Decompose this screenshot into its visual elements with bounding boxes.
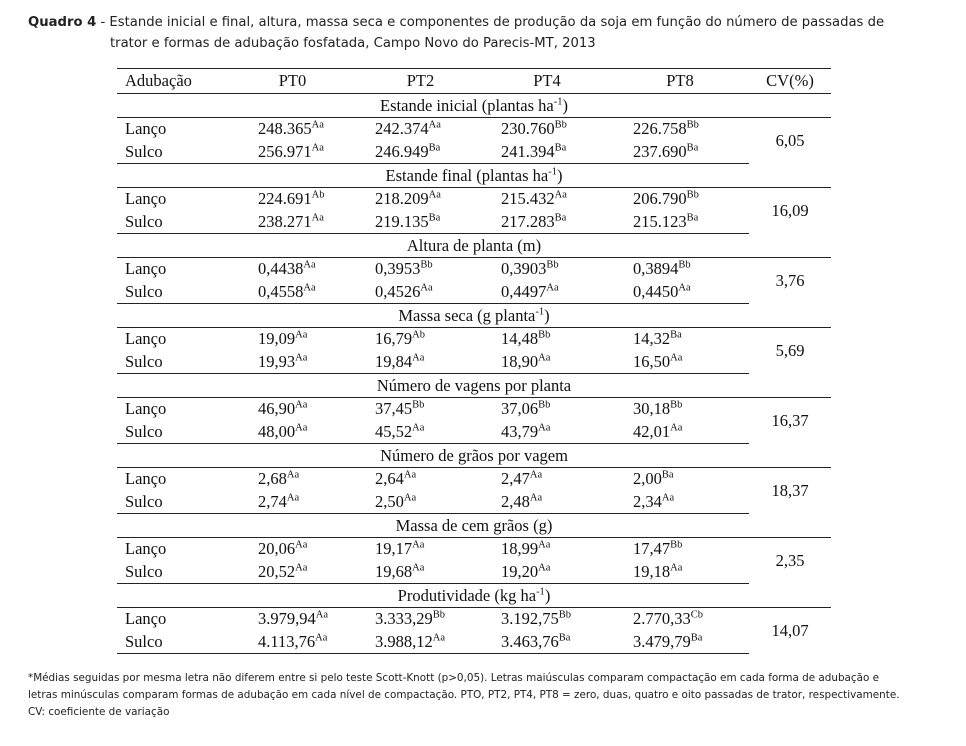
cell-significance-letters: Aa [295, 352, 308, 364]
table-cell [358, 538, 483, 561]
cell-value: 3.463,76 [501, 631, 559, 651]
table-cell [227, 328, 358, 351]
table-cell [227, 491, 358, 514]
table-cell [227, 211, 358, 234]
table-cell [358, 398, 483, 421]
cell-significance-letters: Aa [678, 282, 691, 294]
cell-significance-letters: Ba [554, 212, 567, 224]
header-pt2: PT2 [358, 69, 483, 94]
table-cell [358, 351, 483, 374]
cell-significance-letters: Bb [538, 329, 551, 341]
table-row [117, 561, 831, 584]
row-label: Sulco [117, 351, 227, 374]
table-cell [358, 141, 483, 164]
cell-value: 3.333,29 [375, 609, 433, 629]
cell-value: 224.691 [258, 189, 312, 209]
cell-value: 226.758 [633, 119, 687, 139]
cell-significance-letters: Bb [670, 399, 683, 411]
table-cell [483, 608, 611, 631]
table-cell [611, 188, 749, 211]
table-row [117, 281, 831, 304]
cell-significance-letters: Ba [554, 142, 567, 154]
table-cell [611, 561, 749, 584]
cell-value: 30,18 [633, 399, 671, 419]
cell-significance-letters: Aa [286, 469, 300, 481]
cell-significance-letters: Aa [303, 282, 316, 294]
cell-value: 42,01 [633, 421, 671, 441]
cell-value: 2,50 [375, 491, 404, 511]
cell-significance-letters: Aa [295, 329, 308, 341]
cell-significance-letters: Aa [529, 492, 543, 504]
cell-significance-letters: Bb [420, 259, 433, 271]
cell-value: 3.192,75 [501, 609, 559, 629]
table-cell [227, 421, 358, 444]
caption-label: Quadro 4 [28, 15, 97, 30]
cell-significance-letters: Ab [311, 189, 325, 201]
table-row [117, 118, 831, 141]
section-title-exponent: -1 [536, 586, 545, 597]
table-row [117, 631, 831, 654]
cell-value: 242.374 [375, 119, 429, 139]
table-cell [358, 188, 483, 211]
cell-value: 0,3894 [633, 259, 679, 279]
table-row [117, 538, 831, 561]
table-cell [227, 631, 358, 654]
cell-value: 0,3953 [375, 259, 421, 279]
cell-value: 37,45 [375, 399, 413, 419]
table-row [117, 211, 831, 234]
cell-value: 230.760 [501, 119, 555, 139]
cell-significance-letters: Bb [554, 119, 567, 131]
cell-value: 16,50 [633, 351, 671, 371]
cell-value: 237.690 [633, 141, 687, 161]
cell-significance-letters: Aa [538, 539, 551, 551]
section-title [117, 374, 831, 398]
cell-significance-letters: Aa [315, 609, 328, 621]
cell-significance-letters: Ab [412, 329, 425, 341]
table-cell [358, 118, 483, 141]
cell-value: 17,47 [633, 539, 671, 559]
table-cell [483, 141, 611, 164]
section-title-row [117, 94, 831, 118]
cell-significance-letters: Ba [558, 632, 571, 644]
cell-value: 19,68 [375, 561, 413, 581]
table-cell [611, 281, 749, 304]
cell-value: 206.790 [633, 189, 687, 209]
cell-significance-letters: Bb [678, 259, 691, 271]
table-body [117, 94, 831, 654]
cell-significance-letters: Aa [311, 212, 324, 224]
cell-significance-letters: Aa [538, 562, 551, 574]
cv-value: 16,09 [771, 200, 809, 220]
section-title-row [117, 234, 831, 258]
row-label: Sulco [117, 561, 227, 584]
cell-significance-letters: Aa [412, 562, 425, 574]
table-cell [483, 398, 611, 421]
table-cell [611, 118, 749, 141]
cell-value: 46,90 [258, 399, 296, 419]
table-cell [227, 141, 358, 164]
cell-significance-letters: Aa [286, 492, 300, 504]
cell-significance-letters: Aa [661, 492, 675, 504]
table-cell [358, 328, 483, 351]
table-cell [483, 281, 611, 304]
cell-value: 0,4526 [375, 281, 421, 301]
row-label: Lanço [125, 259, 167, 279]
table-cell [483, 561, 611, 584]
cell-value: 45,52 [375, 421, 413, 441]
cell-significance-letters: Aa [311, 119, 324, 131]
section-title-text: Massa seca (g planta [398, 305, 536, 325]
cell-significance-letters: Aa [295, 399, 308, 411]
table-cell [227, 468, 358, 491]
cell-value: 241.394 [501, 141, 555, 161]
table-cell [483, 351, 611, 374]
cell-value: 4.113,76 [258, 631, 316, 651]
cell-significance-letters: Bb [558, 609, 572, 621]
cell-value: 2,47 [501, 469, 530, 489]
cell-value: 19,93 [258, 351, 296, 371]
table-cell [611, 351, 749, 374]
cell-value: 0,4438 [258, 259, 304, 279]
cell-significance-letters: Aa [538, 422, 551, 434]
cell-significance-letters: Aa [546, 282, 559, 294]
caption-text-line2: trator e formas de adubação fosfatada, Campo Novo do Parecis-MT, 2013 [110, 36, 596, 51]
table-cell [227, 281, 358, 304]
table-cell [227, 351, 358, 374]
cell-value: 0,4450 [633, 281, 679, 301]
section-title-row [117, 514, 831, 538]
cell-value: 256.971 [258, 141, 312, 161]
table-cell [227, 398, 358, 421]
table-cell [227, 561, 358, 584]
row-label: Lanço [125, 539, 167, 559]
table-row [117, 421, 831, 444]
table-cell [483, 211, 611, 234]
cell-value: 2,64 [375, 469, 404, 489]
cell-significance-letters: Bb [538, 399, 551, 411]
footnote-line1: *Médias seguidas por mesma letra não diferem entre si pelo teste Scott-Knott (p>0,05). Letras maiúsculas comparam compactação em cada forma de adubação e [28, 672, 880, 684]
section-title-row [117, 374, 831, 398]
section-title-end: ) [544, 305, 550, 325]
section-title [117, 304, 831, 328]
cell-significance-letters: Aa [670, 352, 683, 364]
table-cell [483, 491, 611, 514]
table-row [117, 141, 831, 164]
table-cell [227, 188, 358, 211]
cell-significance-letters: Ba [428, 212, 441, 224]
cell-significance-letters: Aa [412, 539, 425, 551]
section-title-end: ) [562, 95, 568, 115]
cell-significance-letters: Aa [538, 352, 551, 364]
cell-value: 48,00 [258, 421, 296, 441]
table-cell [358, 631, 483, 654]
cell-significance-letters: Aa [670, 422, 683, 434]
cell-value: 3.988,12 [375, 631, 433, 651]
row-label: Sulco [117, 281, 227, 304]
table-cell [611, 421, 749, 444]
header-adubacao: Adubação [117, 69, 227, 94]
table-row [117, 328, 831, 351]
cell-significance-letters: Aa [311, 142, 324, 154]
section-title-exponent: -1 [535, 306, 545, 317]
table-cell [483, 258, 611, 281]
table-cell [611, 538, 749, 561]
table-cell [611, 328, 749, 351]
cell-value: 19,84 [375, 351, 413, 371]
table-cell [611, 211, 749, 234]
cell-value: 19,18 [633, 561, 671, 581]
footnote-line2: letras minúsculas comparam formas de adubação em cada nível de compactação. PTO, PT2, PT4, PT8 = zero, duas, quatro e oito passadas de trator, respectivamente. [28, 689, 900, 701]
table-cell [483, 328, 611, 351]
table-cell [227, 538, 358, 561]
cell-value: 219.135 [375, 211, 429, 231]
table-cell [227, 608, 358, 631]
cell-value: 19,20 [501, 561, 539, 581]
footnote-line3: CV: coeficiente de variação [28, 706, 170, 718]
section-title [117, 584, 831, 608]
header-pt0: PT0 [227, 69, 358, 94]
cell-value: 0,3903 [501, 259, 547, 279]
section-title-end: ) [544, 585, 551, 605]
cell-value: 238.271 [258, 211, 312, 231]
table-row [117, 468, 831, 491]
table-cell [358, 281, 483, 304]
table-cell [483, 538, 611, 561]
cell-significance-letters: Aa [295, 539, 308, 551]
caption-text-line1: - Estande inicial e final, altura, massa seca e componentes de produção da soja em função do número de passadas de [96, 15, 885, 30]
section-title-text: Massa de cem grãos (g) [395, 515, 553, 535]
cell-value: 19,09 [258, 329, 296, 349]
cell-value: 0,4558 [258, 281, 304, 301]
cell-significance-letters: Bb [432, 609, 446, 621]
data-table [117, 68, 831, 654]
row-label: Sulco [117, 631, 227, 654]
cell-value: 2,74 [258, 491, 287, 511]
header-pt8: PT8 [611, 69, 749, 94]
cv-value: 3,76 [775, 270, 805, 290]
cell-significance-letters: Bb [686, 189, 699, 201]
row-label: Sulco [117, 421, 227, 444]
cell-value: 16,79 [375, 329, 413, 349]
cell-significance-letters: Ba [670, 329, 682, 341]
cell-value: 2,34 [633, 491, 662, 511]
cell-significance-letters: Ba [690, 632, 703, 644]
cell-value: 3.479,79 [633, 631, 691, 651]
cell-significance-letters: Aa [295, 562, 308, 574]
cv-value: 14,07 [771, 620, 809, 640]
cell-value: 2,68 [258, 469, 287, 489]
table-cell [358, 491, 483, 514]
cell-significance-letters: Cb [690, 609, 704, 621]
cell-significance-letters: Bb [546, 259, 559, 271]
table-cell [611, 398, 749, 421]
table-cell [358, 421, 483, 444]
section-title-row [117, 164, 831, 188]
header-cv: CV(%) [749, 69, 831, 94]
table-cell [483, 188, 611, 211]
cell-value: 215.123 [633, 211, 687, 231]
section-title-text: Número de grãos por vagem [380, 445, 568, 465]
cell-significance-letters: Aa [670, 562, 683, 574]
cell-value: 18,90 [501, 351, 539, 371]
cell-value: 2,00 [633, 469, 662, 489]
section-title-end: ) [556, 165, 563, 185]
cell-significance-letters: Aa [412, 422, 425, 434]
section-title [117, 444, 831, 468]
cell-significance-letters: Aa [420, 282, 433, 294]
table-cell [358, 211, 483, 234]
table-row [117, 398, 831, 421]
cell-value: 19,17 [375, 539, 413, 559]
section-title-text: Número de vagens por planta [376, 375, 572, 395]
cell-value: 43,79 [501, 421, 539, 441]
cv-value: 6,05 [775, 130, 805, 150]
cell-value: 2,48 [501, 491, 530, 511]
section-title-exponent: -1 [553, 96, 563, 107]
row-label: Lanço [125, 469, 167, 489]
cell-significance-letters: Aa [403, 492, 417, 504]
section-title-text: Altura de planta (m) [406, 235, 542, 255]
section-title [117, 164, 831, 188]
cell-value: 37,06 [501, 399, 539, 419]
row-label: Sulco [117, 141, 227, 164]
cell-significance-letters: Bb [670, 539, 683, 551]
cell-value: 14,32 [633, 329, 671, 349]
cell-value: 218.209 [375, 189, 429, 209]
row-label: Lanço [125, 399, 167, 419]
cell-value: 215.432 [501, 189, 555, 209]
row-label: Lanço [125, 119, 167, 139]
table-row [117, 608, 831, 631]
cell-significance-letters: Aa [412, 352, 425, 364]
cell-significance-letters: Aa [529, 469, 543, 481]
cell-significance-letters: Aa [315, 632, 328, 644]
row-label: Lanço [125, 189, 167, 209]
cell-value: 246.949 [375, 141, 429, 161]
cell-significance-letters: Aa [428, 189, 441, 201]
table-row [117, 258, 831, 281]
table-row [117, 351, 831, 374]
section-title-text: Estande inicial (plantas ha [380, 95, 554, 115]
cell-significance-letters: Ba [686, 212, 699, 224]
cell-significance-letters: Bb [412, 399, 425, 411]
row-label: Sulco [117, 211, 227, 234]
table-cell [358, 258, 483, 281]
row-label: Lanço [125, 329, 167, 349]
cell-significance-letters: Aa [428, 119, 441, 131]
cell-value: 217.283 [501, 211, 555, 231]
section-title [117, 514, 831, 538]
cell-value: 248.365 [258, 119, 312, 139]
section-title-row [117, 304, 831, 328]
cell-significance-letters: Aa [432, 632, 445, 644]
cell-significance-letters: Bb [686, 119, 699, 131]
table-cell [483, 421, 611, 444]
section-title [117, 94, 831, 118]
section-title-row [117, 584, 831, 608]
cell-significance-letters: Ba [661, 469, 674, 481]
section-title-text: Produtividade (kg ha [397, 585, 537, 605]
row-label: Lanço [125, 609, 167, 629]
cell-value: 20,52 [258, 561, 296, 581]
table-cell [611, 491, 749, 514]
cell-value: 0,4497 [501, 281, 547, 301]
table-row [117, 491, 831, 514]
section-title-exponent: -1 [548, 166, 557, 177]
cell-significance-letters: Aa [554, 189, 567, 201]
table-caption [28, 12, 948, 54]
table-cell [611, 258, 749, 281]
cell-significance-letters: Ba [428, 142, 441, 154]
cell-significance-letters: Aa [303, 259, 316, 271]
cell-value: 3.979,94 [258, 609, 316, 629]
cv-value: 2,35 [775, 550, 805, 570]
cell-significance-letters: Aa [295, 422, 308, 434]
table-cell [483, 468, 611, 491]
table-cell [611, 608, 749, 631]
section-title-row [117, 444, 831, 468]
section-title [117, 234, 831, 258]
cell-significance-letters: Ba [686, 142, 699, 154]
table-cell [358, 561, 483, 584]
cv-value: 16,37 [771, 410, 809, 430]
table-cell [358, 608, 483, 631]
cell-value: 14,48 [501, 329, 539, 349]
cv-value: 18,37 [771, 480, 809, 500]
table-cell [611, 631, 749, 654]
table-cell [358, 468, 483, 491]
cell-value: 2.770,33 [633, 609, 691, 629]
cell-significance-letters: Aa [403, 469, 417, 481]
row-label: Sulco [117, 491, 227, 514]
table-cell [227, 118, 358, 141]
cv-value: 5,69 [775, 340, 805, 360]
table-header-row [117, 69, 831, 94]
cell-value: 20,06 [258, 539, 296, 559]
table-cell [483, 118, 611, 141]
table-cell [227, 258, 358, 281]
table-cell [611, 468, 749, 491]
table-cell [611, 141, 749, 164]
table-row [117, 188, 831, 211]
header-pt4: PT4 [483, 69, 611, 94]
table-footnote [28, 670, 948, 721]
section-title-text: Estande final (plantas ha [385, 165, 549, 185]
cell-value: 18,99 [501, 539, 539, 559]
table-cell [483, 631, 611, 654]
